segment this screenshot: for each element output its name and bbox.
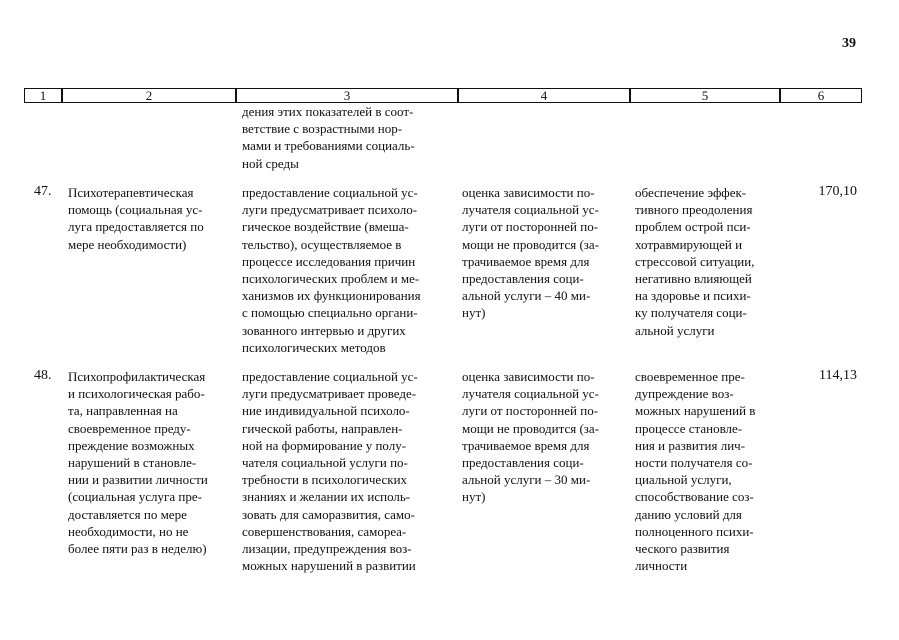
- text-line: луги от посторонней по-: [462, 403, 599, 419]
- header-col-3: 3: [343, 88, 351, 103]
- text-line: гической работы, направлен-: [242, 420, 403, 436]
- text-line: с помощью специально органи-: [242, 305, 418, 321]
- text-line: полноценного психи-: [635, 523, 754, 539]
- text-line: альной услуги – 30 ми-: [462, 472, 591, 488]
- text-line: мере необходимости): [68, 236, 187, 252]
- text-line: тивного преодоления: [635, 202, 753, 218]
- header-col-2: 2: [145, 88, 153, 103]
- text-line: луга предоставляется по: [68, 219, 204, 235]
- text-line: дения этих показателей в соот-: [242, 104, 414, 119]
- service-price: 114,13: [819, 368, 857, 383]
- text-line: способствование соз-: [635, 489, 754, 505]
- text-line: чателя социальной услуги по-: [242, 455, 408, 471]
- text-line: лучателя социальной ус-: [462, 202, 599, 218]
- text-line: луги предусматривает проведе-: [242, 386, 417, 402]
- text-line: альной услуги: [635, 322, 715, 338]
- dependency-assessment: [462, 368, 624, 506]
- service-goal: [635, 184, 775, 339]
- text-line: зованного интервью и других: [242, 322, 406, 338]
- text-line: оценка зависимости по-: [462, 185, 595, 200]
- continuation-description: [242, 103, 450, 172]
- text-line: негативно влияющей: [635, 271, 752, 287]
- dependency-assessment: [462, 184, 624, 322]
- service-name: [68, 184, 231, 253]
- text-line: предоставление социальной ус-: [242, 185, 418, 200]
- text-line: луги предусматривает психоло-: [242, 202, 418, 218]
- text-line: доставляется по мере: [68, 506, 187, 522]
- page-number: 39: [842, 36, 856, 51]
- text-line: своевременное преду-: [68, 420, 191, 436]
- text-line: (социальная услуга пре-: [68, 489, 202, 505]
- text-line: лизации, предупреждения воз-: [242, 541, 412, 557]
- service-description: [242, 368, 450, 574]
- text-line: ку получателя соци-: [635, 305, 747, 321]
- text-line: та, направленная на: [68, 403, 178, 419]
- text-line: альной услуги – 40 ми-: [462, 288, 591, 304]
- service-description: [242, 184, 450, 356]
- text-line: проблем острой пси-: [635, 219, 751, 235]
- text-line: личности: [635, 558, 688, 574]
- text-line: мощи не проводится (за-: [462, 236, 600, 252]
- text-line: процессе становле-: [635, 420, 743, 436]
- row-number: 47.: [34, 184, 52, 199]
- text-line: знаниях и желании их исполь-: [242, 489, 411, 505]
- text-line: помощь (социальная ус-: [68, 202, 203, 218]
- text-line: оценка зависимости по-: [462, 369, 595, 384]
- text-line: мощи не проводится (за-: [462, 420, 600, 436]
- text-line: мами и требованиями социаль-: [242, 138, 415, 154]
- text-line: данию условий для: [635, 506, 742, 522]
- text-line: предоставления соци-: [462, 455, 584, 471]
- text-line: преждение возможных: [68, 437, 195, 453]
- text-line: психологических проблем и ме-: [242, 271, 420, 287]
- text-line: трачиваемое время для: [462, 253, 590, 269]
- text-line: ной на формирование у полу-: [242, 437, 407, 453]
- text-line: ние индивидуальной психоло-: [242, 403, 410, 419]
- text-line: нии и развитии личности: [68, 472, 208, 488]
- header-col-1: 1: [39, 88, 47, 103]
- text-line: ветствие с возрастными нор-: [242, 121, 403, 137]
- text-line: стрессовой ситуации,: [635, 253, 755, 269]
- table-header-row: [24, 88, 862, 103]
- text-line: нут): [462, 489, 486, 505]
- header-col-5: 5: [701, 88, 709, 103]
- text-line: лучателя социальной ус-: [462, 386, 599, 402]
- text-line: предоставления соци-: [462, 271, 584, 287]
- text-line: нут): [462, 305, 486, 321]
- service-goal: [635, 368, 775, 574]
- header-col-6: 6: [817, 88, 825, 103]
- text-line: на здоровье и психи-: [635, 288, 751, 304]
- text-line: обеспечение эффек-: [635, 185, 747, 200]
- text-line: психологических методов: [242, 339, 386, 355]
- text-line: тельство), осуществляемое в: [242, 236, 402, 252]
- row-number: 48.: [34, 368, 52, 383]
- text-line: ханизмов их функционирования: [242, 288, 421, 304]
- text-line: более пяти раз в неделю): [68, 541, 207, 557]
- text-line: и психологическая рабо-: [68, 386, 205, 402]
- text-line: ческого развития: [635, 541, 730, 557]
- text-line: ния и развития лич-: [635, 437, 746, 453]
- text-line: требности в психологических: [242, 472, 408, 488]
- text-line: совершенствования, саморea-: [242, 523, 407, 539]
- text-line: нарушений в становле-: [68, 455, 197, 471]
- text-line: хотравмирующей и: [635, 236, 743, 252]
- text-line: гическое воздействие (вмеша-: [242, 219, 409, 235]
- text-line: Психопрофилактическая: [68, 369, 206, 384]
- service-name: [68, 368, 231, 557]
- text-line: необходимости, но не: [68, 523, 189, 539]
- text-line: процессе исследования причин: [242, 253, 416, 269]
- header-col-4: 4: [540, 88, 548, 103]
- text-line: дупреждение воз-: [635, 386, 734, 402]
- text-line: Психотерапевтическая: [68, 185, 194, 200]
- text-line: ности получателя со-: [635, 455, 753, 471]
- service-price: 170,10: [818, 184, 857, 199]
- text-line: зовать для саморазвития, само-: [242, 506, 415, 522]
- text-line: циальной услуги,: [635, 472, 732, 488]
- text-line: луги от посторонней по-: [462, 219, 599, 235]
- text-line: можных нарушений в развитии: [242, 558, 416, 574]
- text-line: предоставление социальной ус-: [242, 369, 418, 384]
- text-line: ной среды: [242, 155, 299, 171]
- text-line: трачиваемое время для: [462, 437, 590, 453]
- text-line: можных нарушений в: [635, 403, 756, 419]
- text-line: своевременное пре-: [635, 369, 745, 384]
